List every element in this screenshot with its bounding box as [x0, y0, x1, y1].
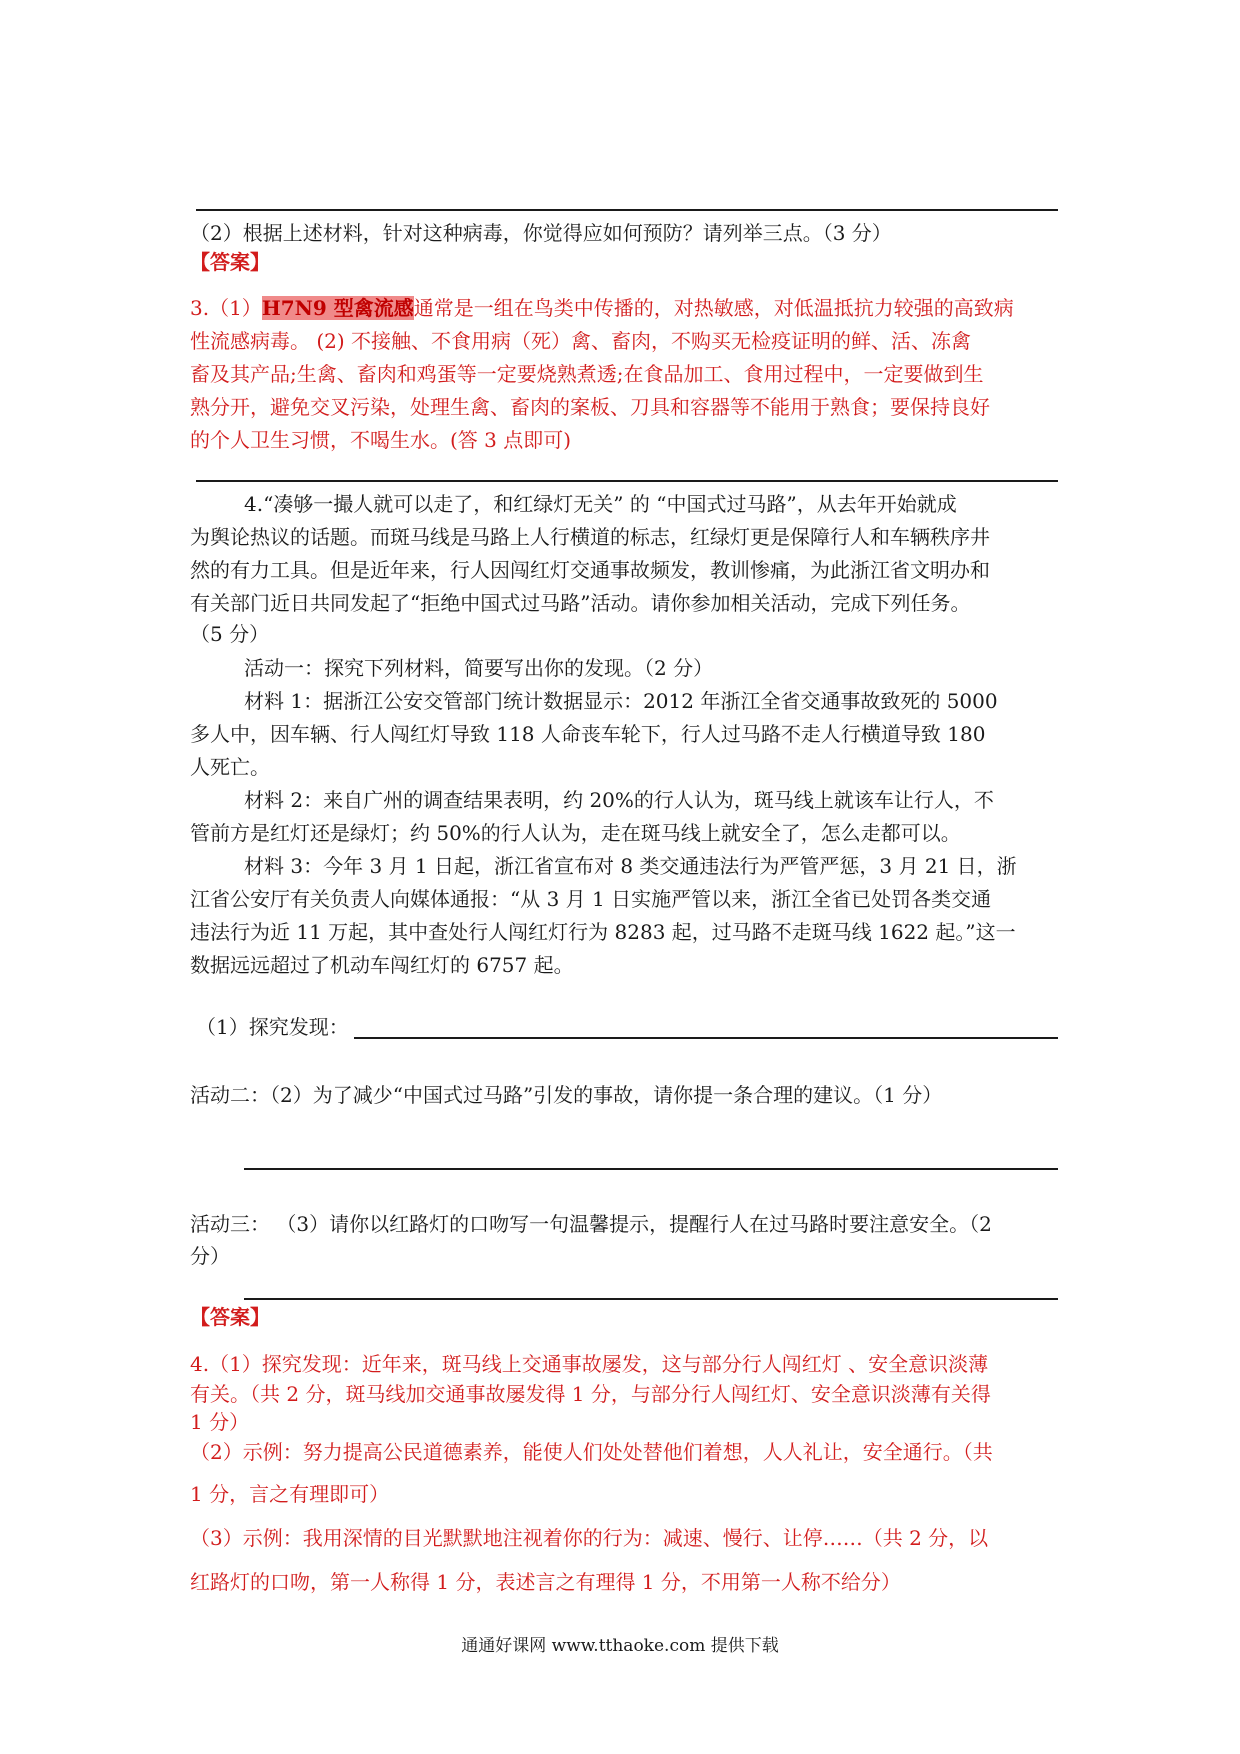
- q4-material1-line-2: 多人中，因车辆、行人闯红灯导致 118 人命丧车轮下，行人过马路不走人行横道导致 180: [190, 722, 986, 746]
- q4-material1-line-1: 材料 1：据浙江公安交管部门统计数据显示：2012 年浙江全省交通事故致死的 5000: [244, 689, 998, 713]
- q3-answer-line-4: 熟分开，避免交叉污染，处理生禽、畜肉的案板、刀具和容器等不能用于熟食；要保持良好: [190, 395, 990, 419]
- q4-activity2: 活动二：（2）为了减少“中国式过马路”引发的事故，请你提一条合理的建议。（1 分）: [190, 1083, 943, 1107]
- q4-material3-line-3: 违法行为近 11 万起，其中查处行人闯红灯行为 8283 起，过马路不走斑马线 1622 起。”这一: [190, 920, 1016, 944]
- q3-answer-line-2: 性流感病毒。 (2) 不接触、不食用病（死）禽、畜肉，不购买无检疫证明的鲜、活、冻禽: [190, 329, 972, 353]
- q4-intro-line-3: 然的有力工具。但是近年来，行人因闯红灯交通事故频发，教训惨痛，为此浙江省文明办和: [190, 558, 990, 582]
- q4-answer-line-7: 红路灯的口吻，第一人称得 1 分，表述言之有理得 1 分，不用第一人称不给分）: [190, 1570, 901, 1594]
- q4-finding-label: （1）探究发现：: [196, 1015, 349, 1039]
- q4-material2-line-2: 管前方是红灯还是绿灯；约 50%的行人认为，走在斑马线上就安全了，怎么走都可以。: [190, 821, 961, 845]
- q4-activity3-answer-line: [244, 1298, 1058, 1300]
- q3-answer-label: 【答案】: [190, 250, 270, 274]
- q4-answer-line-2: 有关。（共 2 分，斑马线加交通事故屡发得 1 分，与部分行人闯红灯、安全意识淡薄有关得: [190, 1382, 991, 1406]
- q4-material3-line-1: 材料 3：今年 3 月 1 日起，浙江省宣布对 8 类交通违法行为严管严惩，3 月 21 日，浙: [244, 854, 1017, 878]
- q3-answer-line-5: 的个人卫生习惯，不喝生水。(答 3 点即可): [190, 428, 572, 452]
- q3-answer-text: 通常是一组在鸟类中传播的，对热敏感，对低温抵抗力较强的高致病: [413, 296, 1014, 320]
- q4-intro-line-2: 为舆论热议的话题。而斑马线是马路上人行横道的标志，红绿灯更是保障行人和车辆秩序井: [190, 525, 990, 549]
- q3-answer-line-1: [190, 294, 1014, 322]
- q4-answer-line-6: （3）示例：我用深情的目光默默地注视着你的行为：减速、慢行、让停……（共 2 分，以: [190, 1526, 989, 1550]
- q4-answer-line-1: 4.（1）探究发现：近年来，斑马线上交通事故屡发，这与部分行人闯红灯 、安全意识淡薄: [190, 1352, 989, 1376]
- q4-answer-label: 【答案】: [190, 1305, 270, 1329]
- q4-activity3-line-1: 活动三： （3）请你以红路灯的口吻写一句温馨提示，提醒行人在过马路时要注意安全。（2: [190, 1212, 992, 1236]
- q3-answer-highlight: H7N9 型禽流感: [261, 296, 414, 320]
- answer-line-q3-part1: [196, 209, 1058, 211]
- q4-finding-answer-line: [354, 1037, 1058, 1039]
- q4-intro-line-4: 有关部门近日共同发起了“拒绝中国式过马路”活动。请你参加相关活动，完成下列任务。: [190, 591, 971, 615]
- q4-answer-line-4: （2）示例：努力提高公民道德素养，能使人们处处替他们着想，人人礼让，安全通行。（共: [190, 1440, 993, 1464]
- page-footer: 通通好课网 www.tthaoke.com 提供下载: [461, 1636, 779, 1656]
- q4-material3-line-4: 数据远远超过了机动车闯红灯的 6757 起。: [190, 953, 574, 977]
- q4-intro-line-1: 4.“凑够一撮人就可以走了，和红绿灯无关” 的 “中国式过马路”，从去年开始就成: [244, 492, 957, 516]
- q4-material3-line-2: 江省公安厅有关负责人向媒体通报：“从 3 月 1 日实施严管以来，浙江全省已处罚各类交通: [190, 887, 992, 911]
- q4-material2-line-1: 材料 2：来自广州的调查结果表明，约 20%的行人认为，斑马线上就该车让行人，不: [244, 788, 994, 812]
- q3-part2-question: （2）根据上述材料，针对这种病毒，你觉得应如何预防？请列举三点。（3 分）: [190, 221, 892, 245]
- q4-answer-line-3: 1 分）: [190, 1410, 250, 1434]
- q4-activity1: 活动一：探究下列材料，简要写出你的发现。（2 分）: [244, 656, 714, 680]
- q4-activity3-line-2: 分）: [190, 1244, 230, 1268]
- q4-answer-line-5: 1 分，言之有理即可）: [190, 1482, 390, 1506]
- q3-answer-prefix: 3.（1）: [190, 296, 262, 320]
- separator-line: [196, 480, 1058, 482]
- q3-answer-line-3: 畜及其产品;生禽、畜肉和鸡蛋等一定要烧熟煮透;在食品加工、食用过程中，一定要做到生: [190, 362, 984, 386]
- q4-activity2-answer-line: [244, 1168, 1058, 1170]
- q4-intro-line-5: （5 分）: [190, 622, 270, 646]
- q4-material1-line-3: 人死亡。: [190, 755, 270, 779]
